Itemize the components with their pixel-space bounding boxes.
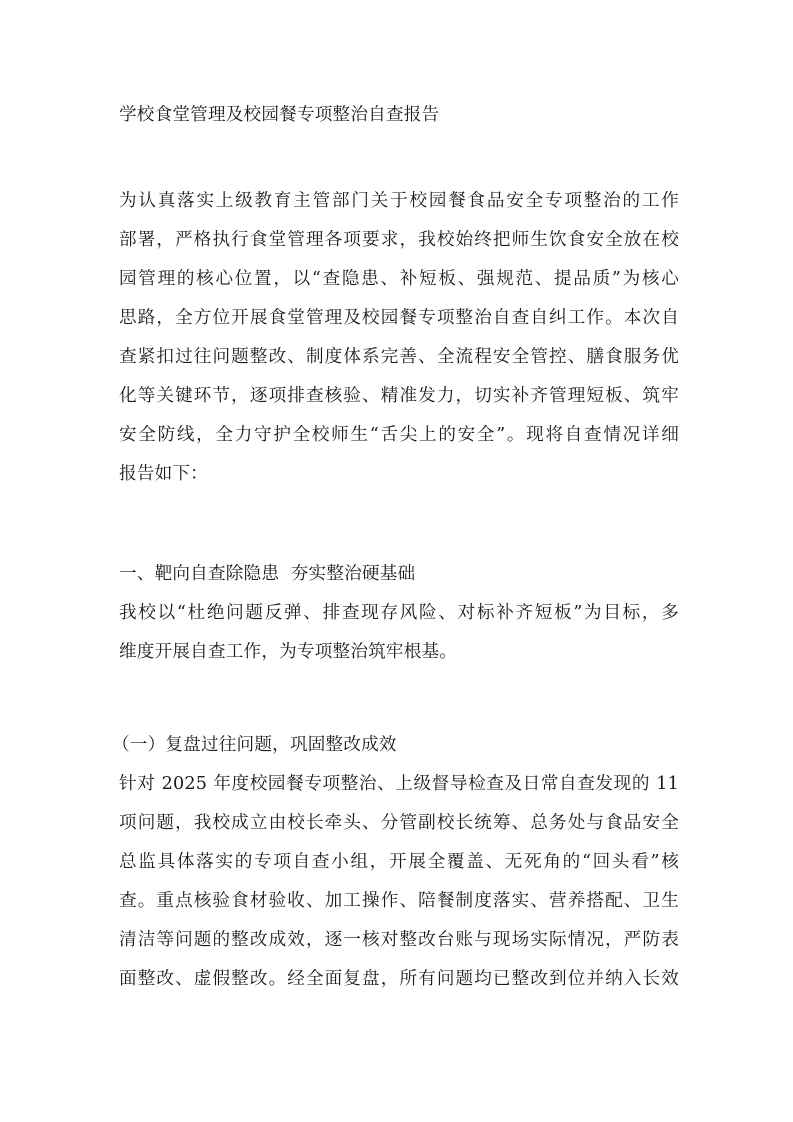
subsection1-line-5: 清洁等问题的整改成效，逐一核对整改台账与现场实际情况，严防表 (119, 930, 679, 950)
intro-line-6: 化等关键环节，逐项排查核验、精准发力，切实补齐管理短板、筑牢 (119, 386, 679, 406)
subsection1-line-2: 项问题，我校成立由校长牵头、分管副校长统筹、总务处与食品安全 (119, 813, 679, 833)
section1-line-2: 维度开展自查工作，为专项整治筑牢根基。 (119, 642, 458, 662)
subsection1-line-1: 针对 2025 年度校园餐专项整治、上级督导检查及日常自查发现的 11 (119, 774, 679, 794)
section1-heading: 一、靶向自查除隐患 夯实整治硬基础 (119, 564, 416, 584)
subsection1-heading: （一）复盘过往问题，巩固整改成效 (112, 735, 397, 755)
subsection1-line-3: 总监具体落实的专项自查小组，开展全覆盖、无死角的“回头看”核 (119, 852, 679, 872)
intro-line-8: 报告如下： (119, 464, 208, 484)
intro-line-2: 部署，严格执行食堂管理各项要求，我校始终把师生饮食安全放在校 (119, 230, 679, 250)
document-title: 学校食堂管理及校园餐专项整治自查报告 (119, 105, 440, 125)
intro-line-1: 为认真落实上级教育主管部门关于校园餐食品安全专项整治的工作 (119, 191, 679, 211)
intro-line-5: 查紧扣过往问题整改、制度体系完善、全流程安全管控、膳食服务优 (119, 347, 679, 367)
subsection1-line-6: 面整改、虚假整改。经全面复盘，所有问题均已整改到位并纳入长效 (119, 969, 679, 989)
intro-line-4: 思路，全方位开展食堂管理及校园餐专项整治自查自纠工作。本次自 (119, 308, 679, 328)
intro-line-3: 园管理的核心位置，以“查隐患、补短板、强规范、提品质”为核心 (119, 269, 679, 289)
section1-line-1: 我校以“杜绝问题反弹、排查现存风险、对标补齐短板”为目标，多 (119, 603, 679, 623)
subsection1-line-4: 查。重点核验食材验收、加工操作、陪餐制度落实、营养搭配、卫生 (119, 891, 679, 911)
intro-line-7: 安全防线，全力守护全校师生“舌尖上的安全”。现将自查情况详细 (119, 425, 679, 445)
